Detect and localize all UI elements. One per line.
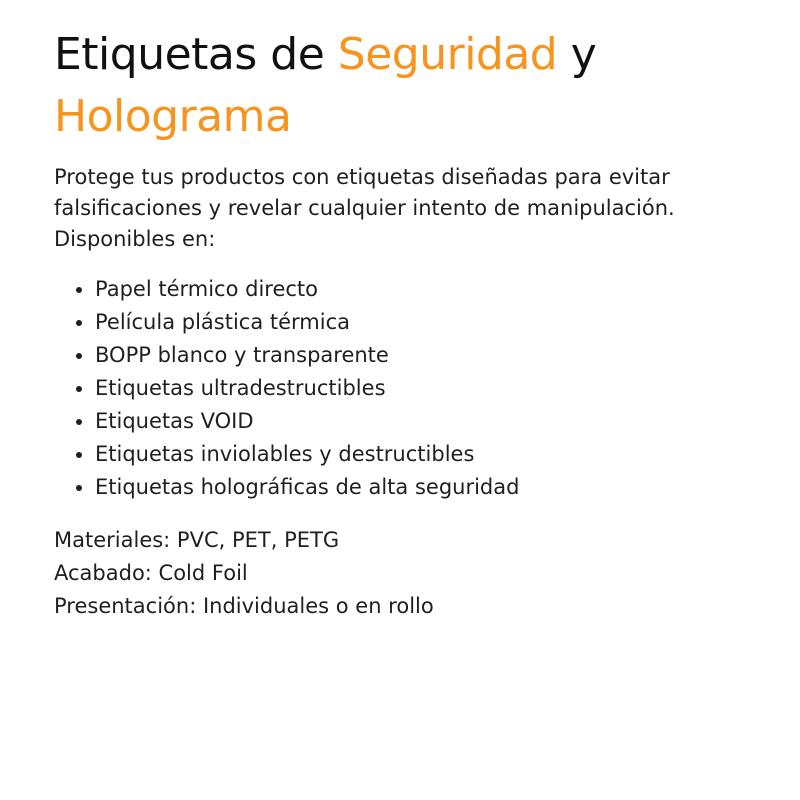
list-item: • Papel térmico directo [95, 273, 754, 306]
page-title [54, 24, 754, 148]
list-item: • Etiquetas holográficas de alta seguridad [95, 471, 754, 504]
intro-text [54, 162, 754, 255]
title-part-3: y [557, 29, 597, 80]
title-accent-seguridad: Seguridad [337, 29, 558, 80]
list-item: • Etiquetas ultradestructibles [95, 372, 754, 405]
list-item: • BOPP blanco y transparente [95, 339, 754, 372]
content-block [54, 24, 754, 623]
title-part-1: Etiquetas de [54, 29, 338, 80]
list-item: • Película plástica térmica [95, 306, 754, 339]
intro-paragraph: Protege tus productos con etiquetas diseñadas para evitar falsificaciones y revelar cualquier intento de manipulación. [54, 165, 675, 220]
spec-materials: Materiales: PVC, PET, PETG [54, 528, 340, 552]
feature-list [54, 273, 754, 504]
list-item: • Etiquetas inviolables y destructibles [95, 438, 754, 471]
specs-block [54, 524, 754, 623]
title-accent-holograma: Holograma [54, 91, 292, 142]
list-item: • Etiquetas VOID [95, 405, 754, 438]
spec-presentation: Presentación: Individuales o en rollo [54, 594, 434, 618]
intro-available-label: Disponibles en: [54, 227, 216, 251]
spec-finish: Acabado: Cold Foil [54, 561, 248, 585]
